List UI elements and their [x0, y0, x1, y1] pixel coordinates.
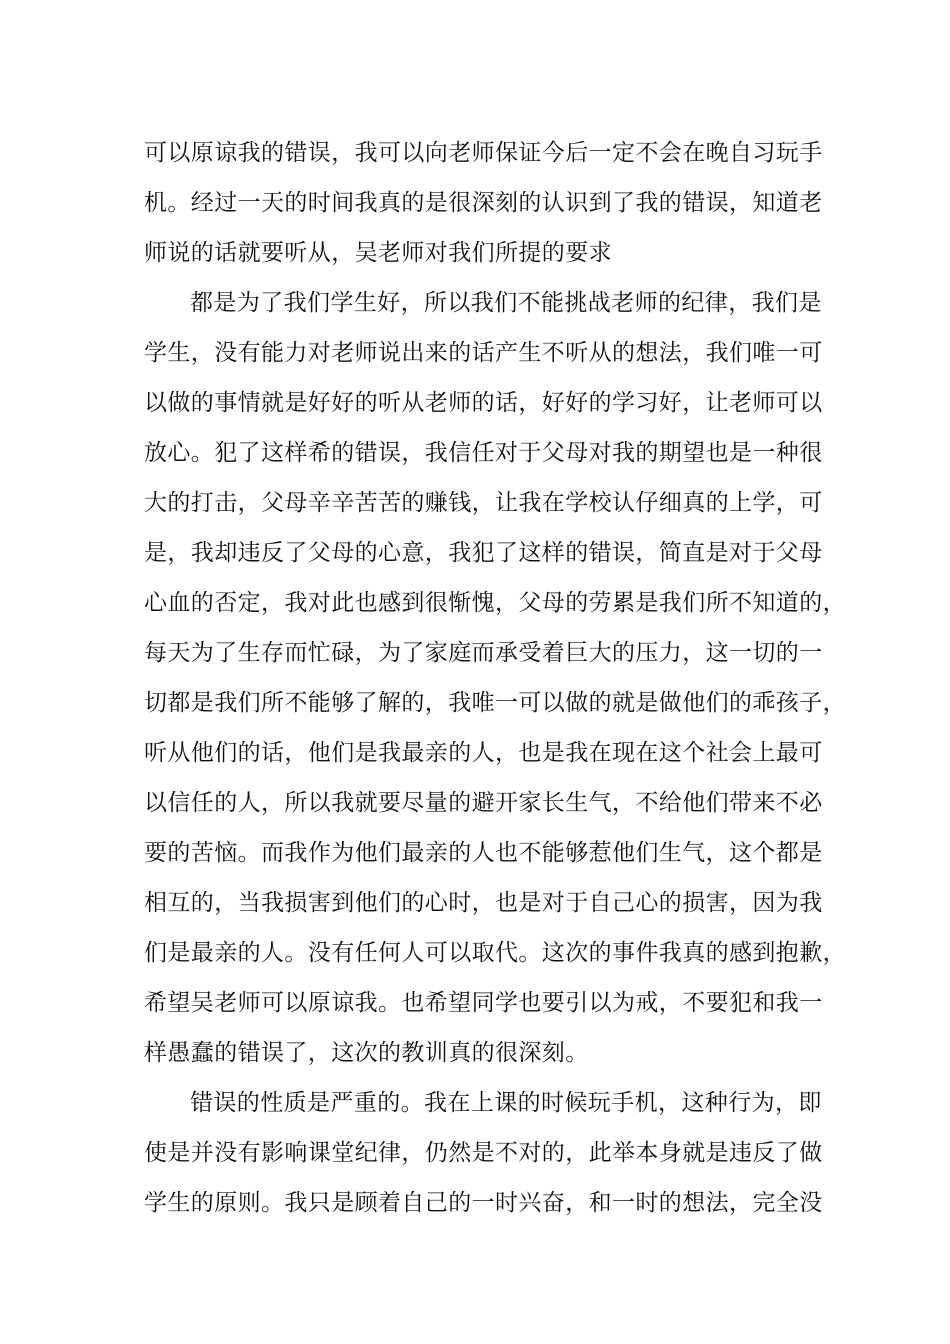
text-line: 师说的话就要听从，吴老师对我们所提的要求 [144, 240, 612, 266]
text-line: 学生，没有能力对老师说出来的话产生不听从的想法，我们唯一可 [144, 340, 823, 366]
text-line: 相互的，当我损害到他们的心时，也是对于自己心的损害，因为我 [144, 890, 823, 916]
text-line: 希望吴老师可以原谅我。也希望同学也要引以为戒，不要犯和我一 [144, 990, 823, 1016]
paragraph-1 [144, 128, 844, 278]
text-line: 都是为了我们学生好，所以我们不能挑战老师的纪律，我们是 [190, 290, 822, 316]
text-line: 们是最亲的人。没有任何人可以取代。这次的事件我真的感到抱歉， [144, 940, 846, 966]
paragraph-3 [144, 1078, 844, 1228]
text-line: 学生的原则。我只是顾着自己的一时兴奋，和一时的想法，完全没 [144, 1190, 823, 1216]
text-line: 机。经过一天的时间我真的是很深刻的认识到了我的错误，知道老 [144, 190, 823, 216]
text-line: 听从他们的话，他们是我最亲的人，也是我在现在这个社会上最可 [144, 740, 823, 766]
text-line: 可以原谅我的错误，我可以向老师保证今后一定不会在晚自习玩手 [144, 140, 823, 166]
paragraph-2 [144, 278, 844, 1078]
text-line: 使是并没有影响课堂纪律，仍然是不对的，此举本身就是违反了做 [144, 1140, 823, 1166]
text-line: 每天为了生存而忙碌，为了家庭而承受着巨大的压力，这一切的一 [144, 640, 823, 666]
text-line: 放心。犯了这样希的错误，我信任对于父母对我的期望也是一种很 [144, 440, 823, 466]
text-line: 大的打击，父母辛辛苦苦的赚钱，让我在学校认仔细真的上学，可 [144, 490, 823, 516]
text-line: 切都是我们所不能够了解的，我唯一可以做的就是做他们的乖孩子， [144, 690, 846, 716]
text-line: 以做的事情就是好好的听从老师的话，好好的学习好，让老师可以 [144, 390, 823, 416]
text-line: 是，我却违反了父母的心意，我犯了这样的错误，简直是对于父母 [144, 540, 823, 566]
text-line: 要的苦恼。而我作为他们最亲的人也不能够惹他们生气，这个都是 [144, 840, 823, 866]
text-line: 样愚蠢的错误了，这次的教训真的很深刻。 [144, 1040, 589, 1066]
text-line: 错误的性质是严重的。我在上课的时候玩手机，这种行为，即 [190, 1090, 822, 1116]
document-body [144, 128, 844, 1228]
text-line: 心血的否定，我对此也感到很惭愧，父母的劳累是我们所不知道的， [144, 590, 846, 616]
text-line: 以信任的人，所以我就要尽量的避开家长生气，不给他们带来不必 [144, 790, 823, 816]
